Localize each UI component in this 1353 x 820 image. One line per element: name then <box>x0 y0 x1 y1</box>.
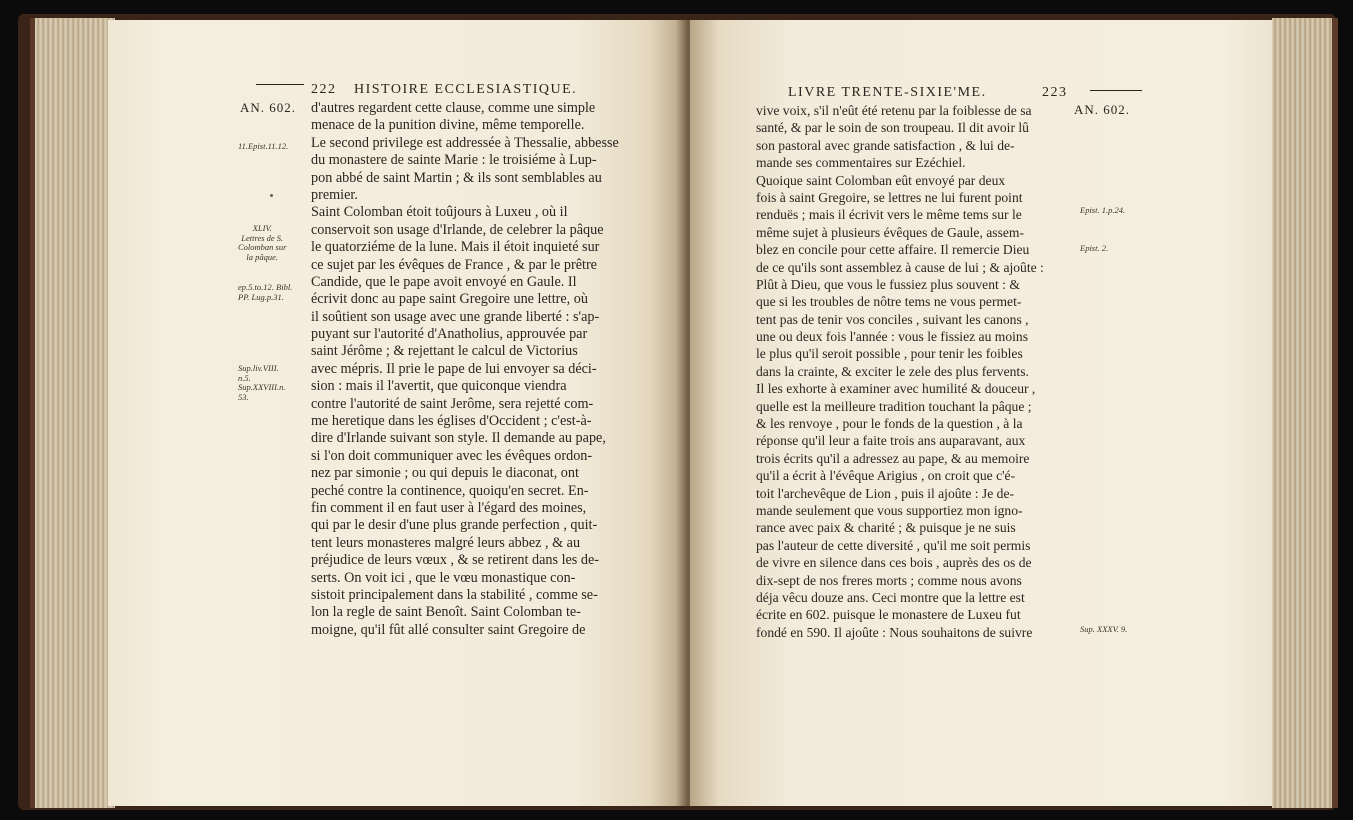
left-body-text <box>311 100 671 639</box>
text-line: dire d'Irlande suivant son style. Il demande au pape, <box>311 430 606 447</box>
left-header-rule <box>256 84 304 85</box>
right-body-text <box>756 102 1072 641</box>
text-line: préjudice de leurs vœux , & se retirent dans les de- <box>311 552 599 569</box>
text-line: Candide, que le pape avoit envoyé en Gaule. Il <box>311 273 577 290</box>
text-line: moigne, qu'il fût allé consulter saint Gregoire de <box>311 621 586 638</box>
text-line: trois écrits qu'il a adressez au pape, & au memoire <box>756 450 1030 466</box>
text-line: & les renvoye , pour le fonds de la question , à la <box>756 416 1023 432</box>
text-line: Plût à Dieu, que vous le fussiez plus souvent : & <box>756 276 1020 292</box>
text-line: me heretique dans les églises d'Occident ; c'est-à- <box>311 413 592 430</box>
text-line: d'autres regardent cette clause, comme une simple <box>311 100 596 116</box>
text-line: qu'il a écrit à l'évêque Arigius , on croit que c'é- <box>756 468 1016 484</box>
text-line: le plus qu'il seroit possible , pour tenir les foibles <box>756 346 1023 362</box>
left-page-edges <box>30 18 115 808</box>
text-line: dans la crainte, & exciter le zele des plus fervents. <box>756 363 1029 379</box>
margin-note: 11.Epist.11.12. <box>238 141 289 151</box>
right-page <box>690 20 1272 806</box>
text-line: le quatorziéme de la lune. Mais il étoit inquieté sur <box>311 239 600 256</box>
margin-note: Epist. 1.p.24. <box>1080 205 1126 215</box>
text-line: conservoit son usage d'Irlande, de celebrer la pâque <box>311 221 604 238</box>
right-header-rule <box>1090 90 1142 91</box>
left-year-label: AN. 602. <box>240 100 297 115</box>
text-line: ce sujet par les évêques de France , & par le prêtre <box>311 256 597 273</box>
text-line: écrite en 602. puisque le monastere de Luxeu fut <box>756 607 1021 623</box>
text-line: lon la regle de saint Benoît. Saint Colomban te- <box>311 604 581 621</box>
text-line: fondé en 590. Il ajoûte : Nous souhaitons de suivre <box>756 624 1033 640</box>
text-line: serts. On voit ici , que le vœu monastique con- <box>311 569 576 586</box>
text-line: renduës ; mais il écrivit vers le même tems sur le <box>756 207 1022 223</box>
text-line: rance avec paix & charité ; & puisque je ne suis <box>756 520 1016 536</box>
text-line: contre l'autorité de saint Jerôme, sera rejetté com- <box>311 395 594 412</box>
right-year-label: AN. 602. <box>1074 102 1131 117</box>
margin-note: Sup. XXXV. 9. <box>1080 624 1128 634</box>
text-line: une ou deux fois l'année : vous le fissiez au moins <box>756 329 1029 345</box>
left-page-number: 222 <box>311 82 337 97</box>
text-line: tent pas de tenir vos conciles , suivant les canons , <box>756 311 1029 327</box>
text-line: blez en concile pour cette affaire. Il remercie Dieu <box>756 242 1030 258</box>
text-line: mande ses commentaires sur Ezéchiel. <box>756 155 966 171</box>
text-line: vive voix, s'il n'eût été retenu par la foiblesse de sa <box>756 103 1032 118</box>
text-line: santé, & par le soin de son troupeau. Il dit avoir lû <box>756 120 1029 136</box>
right-running-head: LIVRE TRENTE-SIXIE'ME. <box>788 85 987 100</box>
text-line: du monastere de sainte Marie : le troisiéme à Lup- <box>311 152 597 169</box>
text-line: écrivit donc au pape saint Gregoire une lettre, où <box>311 291 588 308</box>
text-line: toit l'archevêque de Lion , puis il ajoûte : Je de- <box>756 485 1015 501</box>
text-line: si l'on doit communiquer avec les évêques ordon- <box>311 447 593 464</box>
left-running-head: HISTOIRE ECCLESIASTIQUE. <box>354 82 578 97</box>
text-line: nez par simonie ; ou qui depuis le diaconat, ont <box>311 465 579 482</box>
text-line: fois à saint Gregoire, se lettres ne lui furent point <box>756 189 1023 205</box>
text-line: pon abbé de saint Martin ; & ils sont semblables au <box>311 169 602 186</box>
text-line: il soûtient son usage avec une grande liberté : s'ap- <box>311 308 600 325</box>
text-line: qui par le desir d'une plus grande perfection , quit- <box>311 517 598 534</box>
text-line: fin comment il en faut user à l'égard des moines, <box>311 499 587 516</box>
text-line: tent leurs monasteres malgré leurs abbez , & au <box>311 534 581 551</box>
right-page-number: 223 <box>1042 85 1068 100</box>
text-line: avec mépris. Il prie le pape de lui envoyer sa déci- <box>311 360 597 377</box>
margin-note: Epist. 2. <box>1080 243 1109 253</box>
margin-note: Sup.liv.VIII. n.5. Sup.XXVIII.n. 53. <box>238 363 286 402</box>
text-line: réponse qu'il leur a faite trois ans auparavant, aux <box>756 433 1026 449</box>
text-line: Le second privilege est addressée à Thessalie, abbesse <box>311 134 619 151</box>
right-page-edges <box>1272 18 1338 808</box>
text-line: sistoit principalement dans la stabilité , comme se- <box>311 586 598 603</box>
text-line: de vivre en silence dans ces bois , auprès des os de <box>756 555 1032 571</box>
text-line: quelle est la meilleure tradition touchant la pâque ; <box>756 398 1032 414</box>
text-line: même sujet à plusieurs évêques de Gaule, assem- <box>756 224 1025 240</box>
text-line: sion : mais il l'avertit, que quiconque viendra <box>311 378 567 395</box>
text-line: peché contre la continence, quoiqu'en secret. En- <box>311 482 589 499</box>
text-line: Quoique saint Colomban eût envoyé par deux <box>756 172 1006 188</box>
text-line: que si les troubles de nôtre tems ne vous permet- <box>756 294 1022 310</box>
text-line: de ce qu'ils sont assemblez à cause de lui ; & ajoûte : <box>756 259 1044 275</box>
text-line: dix-sept de nos freres morts ; comme nous avons <box>756 572 1022 588</box>
text-line: premier. <box>311 186 358 203</box>
text-line: menace de la punition divine, même temporelle. <box>311 117 585 134</box>
text-line: pas l'auteur de cette diversité , qu'il me soit permis <box>756 537 1031 553</box>
text-line: Il les exhorte à examiner avec humilité & douceur , <box>756 381 1036 397</box>
text-line: Saint Colomban étoit toûjours à Luxeu , où il <box>311 204 568 221</box>
text-line: saint Jérôme ; & rejettant le calcul de Victorius <box>311 343 578 360</box>
left-page <box>108 20 683 806</box>
margin-note: ep.5.to.12. Bibl. PP. Lug.p.31. <box>238 282 293 302</box>
margin-dot <box>270 194 273 197</box>
text-line: puyant sur l'autorité d'Anatholius, approuvée par <box>311 326 588 343</box>
text-line: son pastoral avec grande satisfaction , & lui de- <box>756 137 1015 153</box>
text-line: mande seulement que vous supportiez mon igno- <box>756 502 1023 518</box>
margin-note-section-heading: XLIV. Lettres de S. Colomban sur la pâque. <box>238 223 287 262</box>
text-line: déja vêcu douze ans. Ceci montre que la lettre est <box>756 589 1025 605</box>
